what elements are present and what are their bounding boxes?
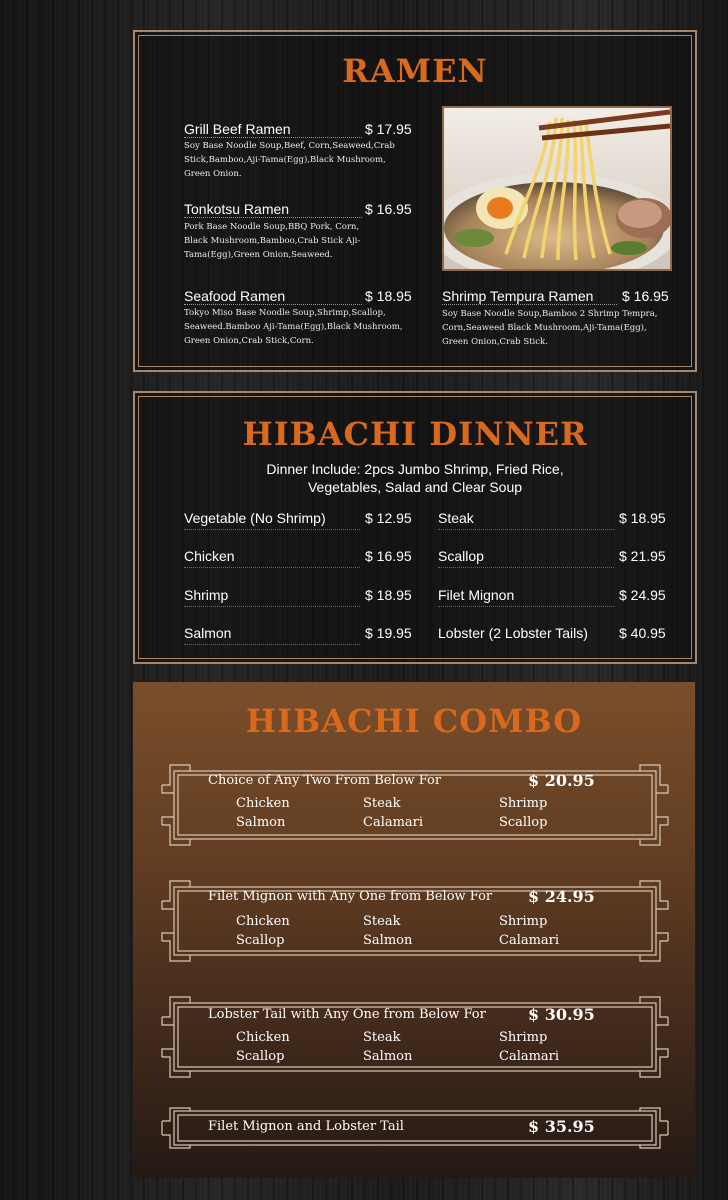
dotted-leader (184, 606, 360, 607)
combo-option: Salmon (363, 1049, 413, 1064)
combo-box-2 (160, 879, 670, 963)
combo-box-4 (160, 1107, 670, 1149)
combo-option: Scallop (499, 815, 548, 830)
menu-item-salmon (184, 625, 414, 645)
item-name: Lobster (2 Lobster Tails) (438, 625, 588, 641)
item-price: $ 18.95 (619, 510, 666, 526)
item-price: $ 16.95 (622, 288, 669, 304)
combo-option: Steak (363, 914, 401, 929)
item-name: Tonkotsu Ramen (184, 201, 362, 218)
item-name: Chicken (184, 548, 235, 564)
item-name: Scallop (438, 548, 484, 564)
combo-option: Calamari (499, 1049, 560, 1064)
item-name: Shrimp Tempura Ramen (442, 288, 617, 305)
hibachi-dinner-subtitle-line1: Dinner Include: 2pcs Jumbo Shrimp, Fried Rice, (266, 461, 564, 477)
dotted-leader (184, 644, 360, 645)
menu-item-chicken (184, 548, 414, 568)
item-name: Seafood Ramen (184, 288, 362, 305)
item-description: Soy Base Noodle Soup,Bamboo 2 Shrimp Tempra, Corn,Seaweed Black Mushroom,Aji-Tama(Egg), Green Onion,Crab Stick. (442, 309, 658, 347)
dotted-leader (438, 606, 614, 607)
combo-title: Filet Mignon with Any One from Below For (208, 889, 493, 904)
menu-item-vegetable (184, 510, 414, 530)
combo-price: $ 20.95 (528, 771, 595, 790)
combo-option: Shrimp (499, 796, 548, 811)
combo-title: Filet Mignon and Lobster Tail (208, 1119, 404, 1134)
combo-price: $ 35.95 (528, 1117, 595, 1136)
combo-title: Choice of Any Two From Below For (208, 773, 442, 788)
combo-option: Chicken (236, 1030, 290, 1045)
ramen-bowl-image (444, 108, 670, 269)
ramen-photo (442, 106, 672, 271)
item-name: Grill Beef Ramen (184, 121, 362, 138)
item-name: Shrimp (184, 587, 229, 603)
combo-option: Chicken (236, 796, 290, 811)
item-description: Soy Base Noodle Soup,Beef, Corn,Seaweed,Crab Stick,Bamboo,Aji-Tama(Egg),Black Mushroom, Green Onion. (184, 141, 395, 179)
menu-item-lobster (438, 625, 670, 645)
dotted-leader (184, 567, 360, 568)
combo-title: Lobster Tail with Any One from Below For (208, 1007, 486, 1022)
combo-option: Salmon (236, 815, 286, 830)
item-price: $ 40.95 (619, 625, 666, 641)
combo-option: Shrimp (499, 1030, 548, 1045)
combo-option: Scallop (236, 1049, 285, 1064)
dotted-leader (184, 529, 360, 530)
item-price: $ 21.95 (619, 548, 666, 564)
item-price: $ 16.95 (365, 548, 412, 564)
item-description: Pork Base Noodle Soup,BBQ Pork, Corn, Black Mushroom,Bamboo,Crab Stick Aji-Tama(Egg),Green Onion,Seaweed. (184, 222, 361, 260)
menu-item-shrimp (184, 587, 414, 607)
combo-option: Steak (363, 1030, 401, 1045)
combo-price: $ 24.95 (528, 887, 595, 906)
dotted-leader (438, 529, 614, 530)
combo-option: Scallop (236, 933, 285, 948)
ramen-title: RAMEN (342, 52, 488, 90)
hibachi-combo-title: HIBACHI COMBO (245, 702, 583, 740)
combo-price: $ 30.95 (528, 1005, 595, 1024)
combo-option: Salmon (363, 933, 413, 948)
menu-item-filet-mignon (438, 587, 670, 607)
item-name: Steak (438, 510, 474, 526)
item-price: $ 17.95 (365, 121, 412, 137)
combo-option: Calamari (499, 933, 560, 948)
combo-option: Calamari (363, 815, 424, 830)
item-price: $ 16.95 (365, 201, 412, 217)
item-price: $ 24.95 (619, 587, 666, 603)
item-price: $ 18.95 (365, 587, 412, 603)
combo-box-1 (160, 763, 670, 847)
hibachi-dinner-subtitle-line2: Vegetables, Salad and Clear Soup (307, 479, 523, 495)
menu-item-scallop (438, 548, 670, 568)
combo-option: Chicken (236, 914, 290, 929)
item-price: $ 19.95 (365, 625, 412, 641)
item-name: Salmon (184, 625, 232, 641)
item-description: Tokyo Miso Base Noodle Soup,Shrimp,Scallop, Seaweed.Bamboo Aji-Tama(Egg),Black Mushroom, Green Onion,Crab Stick,Corn. (184, 308, 403, 346)
hibachi-dinner-title: HIBACHI DINNER (242, 415, 588, 453)
item-price: $ 12.95 (365, 510, 412, 526)
item-name: Filet Mignon (438, 587, 515, 603)
combo-option: Shrimp (499, 914, 548, 929)
combo-option: Steak (363, 796, 401, 811)
combo-box-3 (160, 995, 670, 1079)
menu-item-steak (438, 510, 670, 530)
item-price: $ 18.95 (365, 288, 412, 304)
dotted-leader (438, 567, 614, 568)
item-name: Vegetable (No Shrimp) (184, 510, 326, 526)
